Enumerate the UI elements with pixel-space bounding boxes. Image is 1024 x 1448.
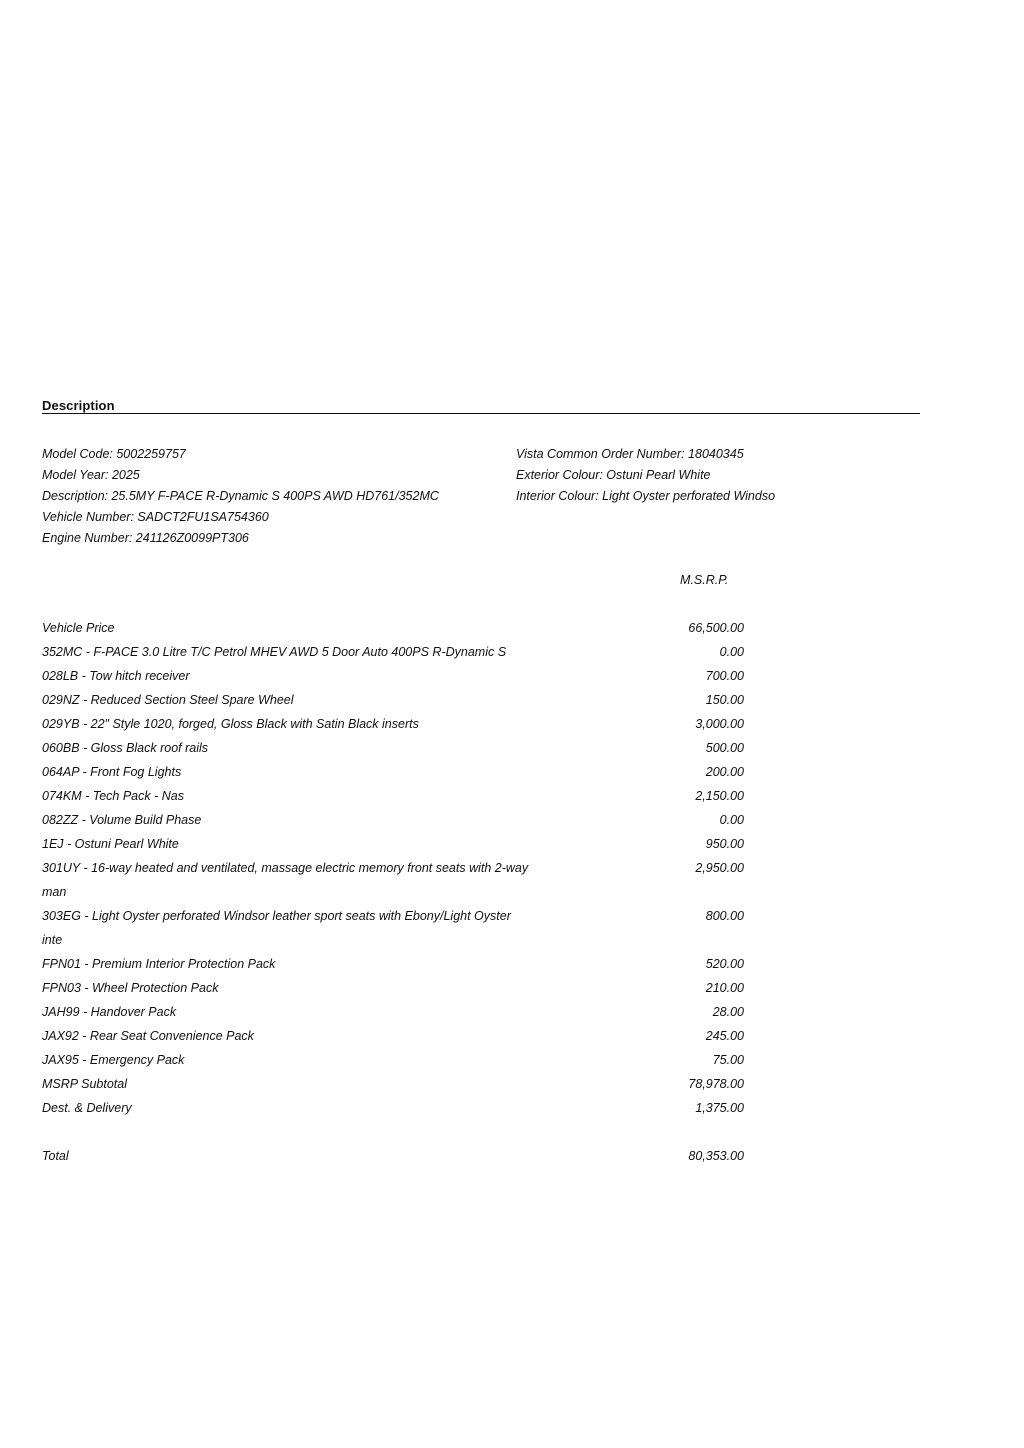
price-row (42, 1000, 744, 1024)
price-row-amount: 150.00 (705, 693, 744, 707)
price-row-description: FPN03 - Wheel Protection Pack (42, 981, 219, 995)
total-label: Total (42, 1149, 69, 1163)
price-row (42, 784, 744, 808)
price-row-description-line: 301UY - 16-way heated and ventilated, massage electric memory front seats with 2-way (42, 861, 529, 875)
price-row-description-continuation: inte (42, 933, 63, 947)
price-row-amount: 700.00 (705, 669, 744, 683)
total-amount: 80,353.00 (688, 1149, 744, 1163)
delivery-amount: 1,375.00 (695, 1101, 744, 1115)
price-row-description: 352MC - F-PACE 3.0 Litre T/C Petrol MHEV AWD 5 Door Auto 400PS R-Dynamic S (42, 645, 507, 659)
price-row (42, 952, 744, 976)
price-row-description-line: 303EG - Light Oyster perforated Windsor leather sport seats with Ebony/Light Oyster (42, 909, 511, 923)
price-row-amount: 2,950.00 (695, 861, 744, 875)
price-row-amount: 520.00 (705, 957, 744, 971)
price-row-description: JAH99 - Handover Pack (42, 1005, 177, 1019)
price-row-description-continuation: man (42, 885, 67, 899)
subtotal-amount: 78,978.00 (688, 1077, 744, 1091)
delivery-label: Dest. & Delivery (42, 1101, 132, 1115)
price-row-amount: 210.00 (705, 981, 744, 995)
total-row (42, 1144, 744, 1168)
price-row (42, 832, 744, 856)
interior-colour: Interior Colour: Light Oyster perforated Windso (516, 489, 776, 503)
order-number: Vista Common Order Number: 18040345 (516, 447, 744, 461)
price-row-description: 029NZ - Reduced Section Steel Spare Wheel (42, 693, 294, 707)
price-row-description: 060BB - Gloss Black roof rails (42, 741, 209, 755)
price-row-amount: 200.00 (705, 765, 744, 779)
spacer (42, 1120, 762, 1144)
price-row-amount: 950.00 (705, 837, 744, 851)
model-year: Model Year: 2025 (42, 468, 140, 482)
delivery-row (42, 1096, 744, 1120)
price-row-description (42, 856, 587, 904)
msrp-column-header: M.S.R.P. (680, 573, 729, 587)
vehicle-number: Vehicle Number: SADCT2FU1SA754360 (42, 510, 269, 524)
exterior-colour: Exterior Colour: Ostuni Pearl White (516, 468, 711, 482)
price-row (42, 760, 744, 784)
price-row-amount: 245.00 (705, 1029, 744, 1043)
vehicle-info-left (42, 444, 439, 549)
vehicle-info-right (516, 444, 775, 507)
engine-number: Engine Number: 241126Z0099PT306 (42, 531, 249, 545)
price-row-amount: 66,500.00 (688, 621, 744, 635)
price-row-description: Vehicle Price (42, 621, 115, 635)
model-code: Model Code: 5002259757 (42, 447, 186, 461)
price-row-amount: 500.00 (705, 741, 744, 755)
price-row-amount: 2,150.00 (695, 789, 744, 803)
vehicle-description: Description: 25.5MY F-PACE R-Dynamic S 400PS AWD HD761/352MC (42, 489, 439, 503)
price-row-amount: 800.00 (705, 909, 744, 923)
price-row-description: JAX95 - Emergency Pack (42, 1053, 185, 1067)
price-row-description: 029YB - 22" Style 1020, forged, Gloss Black with Satin Black inserts (42, 717, 419, 731)
heading-divider (42, 413, 920, 414)
price-row-amount: 3,000.00 (695, 717, 744, 731)
section-heading: Description (42, 398, 115, 413)
price-row-description: 074KM - Tech Pack - Nas (42, 789, 184, 803)
price-row-amount: 0.00 (719, 645, 744, 659)
price-row (42, 712, 744, 736)
price-row (42, 688, 744, 712)
price-row (42, 1048, 744, 1072)
price-row (42, 1024, 744, 1048)
price-row-description: 028LB - Tow hitch receiver (42, 669, 190, 683)
subtotal-row (42, 1072, 744, 1096)
price-row (42, 736, 744, 760)
price-row-description: 064AP - Front Fog Lights (42, 765, 182, 779)
price-row (42, 856, 744, 904)
price-row-description: FPN01 - Premium Interior Protection Pack (42, 957, 276, 971)
price-row (42, 616, 744, 640)
price-row (42, 976, 744, 1000)
price-row (42, 664, 744, 688)
price-row (42, 904, 744, 952)
price-row (42, 640, 744, 664)
price-row-description: 082ZZ - Volume Build Phase (42, 813, 202, 827)
price-row-description: JAX92 - Rear Seat Convenience Pack (42, 1029, 254, 1043)
price-row-amount: 0.00 (719, 813, 744, 827)
price-row (42, 808, 744, 832)
price-list (42, 616, 762, 1168)
price-row-amount: 75.00 (712, 1053, 744, 1067)
price-row-amount: 28.00 (712, 1005, 744, 1019)
price-row-description (42, 904, 587, 952)
price-row-description: 1EJ - Ostuni Pearl White (42, 837, 179, 851)
subtotal-label: MSRP Subtotal (42, 1077, 127, 1091)
